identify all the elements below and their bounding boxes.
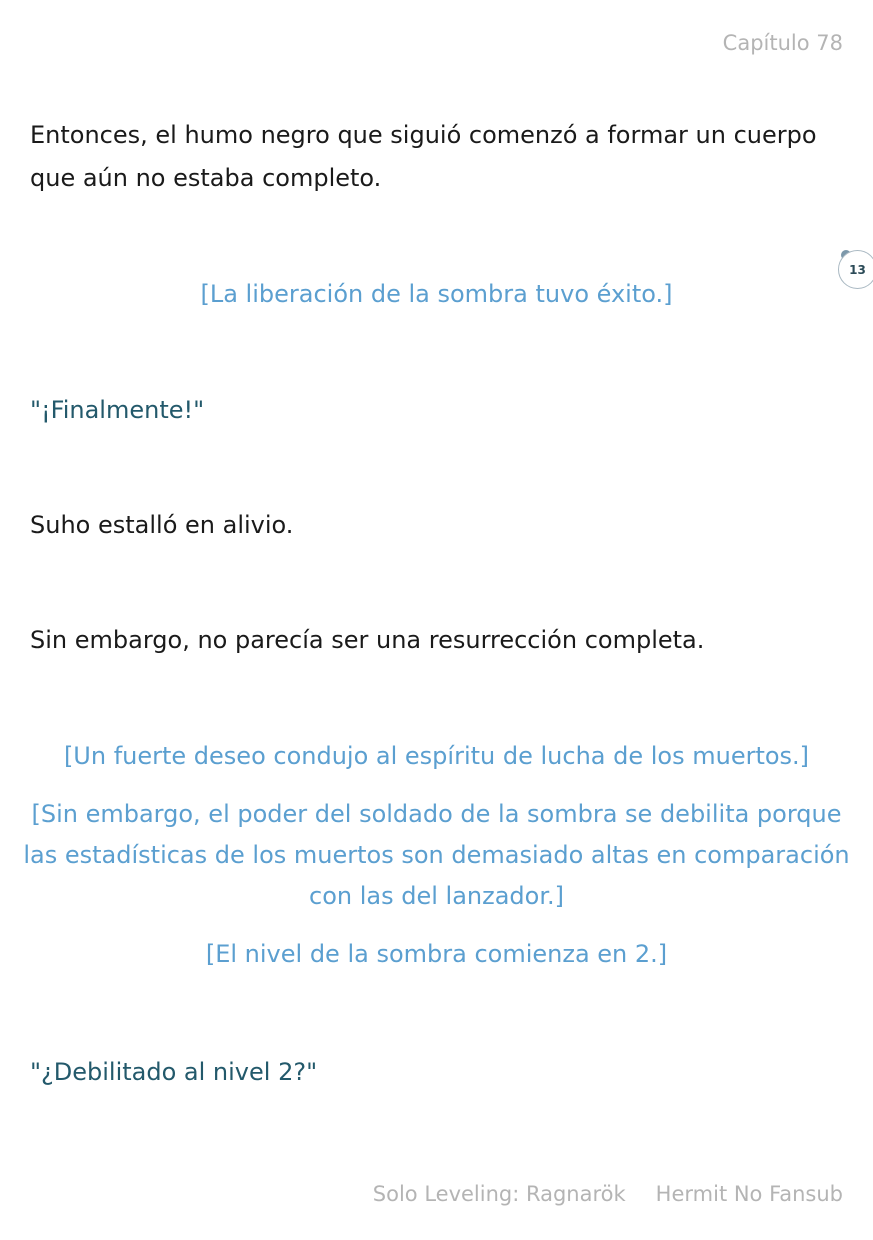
system-message: [Sin embargo, el poder del soldado de la sombra se debilita porque las estadísticas de los muertos son demasiado altas en comparación con las del lanzador.] <box>23 800 850 910</box>
system-message: [La liberación de la sombra tuvo éxito.] <box>200 280 673 308</box>
dialogue-line: "¡Finalmente!" <box>30 396 205 424</box>
translator-credit: Hermit No Fansub <box>655 1182 843 1206</box>
chapter-label: Capítulo 78 <box>722 31 843 55</box>
system-message: [Un fuerte deseo condujo al espíritu de lucha de los muertos.] <box>63 742 810 770</box>
page-number-badge[interactable]: 13 <box>838 250 873 289</box>
system-message: [El nivel de la sombra comienza en 2.] <box>205 940 668 968</box>
narration-paragraph: Entonces, el humo negro que siguió comenzó a formar un cuerpo que aún no estaba completo. <box>30 121 817 192</box>
footer <box>373 1182 843 1206</box>
narration-paragraph: Sin embargo, no parecía ser una resurrección completa. <box>30 626 705 654</box>
dialogue-line: "¿Debilitado al nivel 2?" <box>30 1058 318 1086</box>
narration-paragraph: Suho estalló en alivio. <box>30 511 294 539</box>
book-title: Solo Leveling: Ragnarök <box>372 1182 626 1206</box>
